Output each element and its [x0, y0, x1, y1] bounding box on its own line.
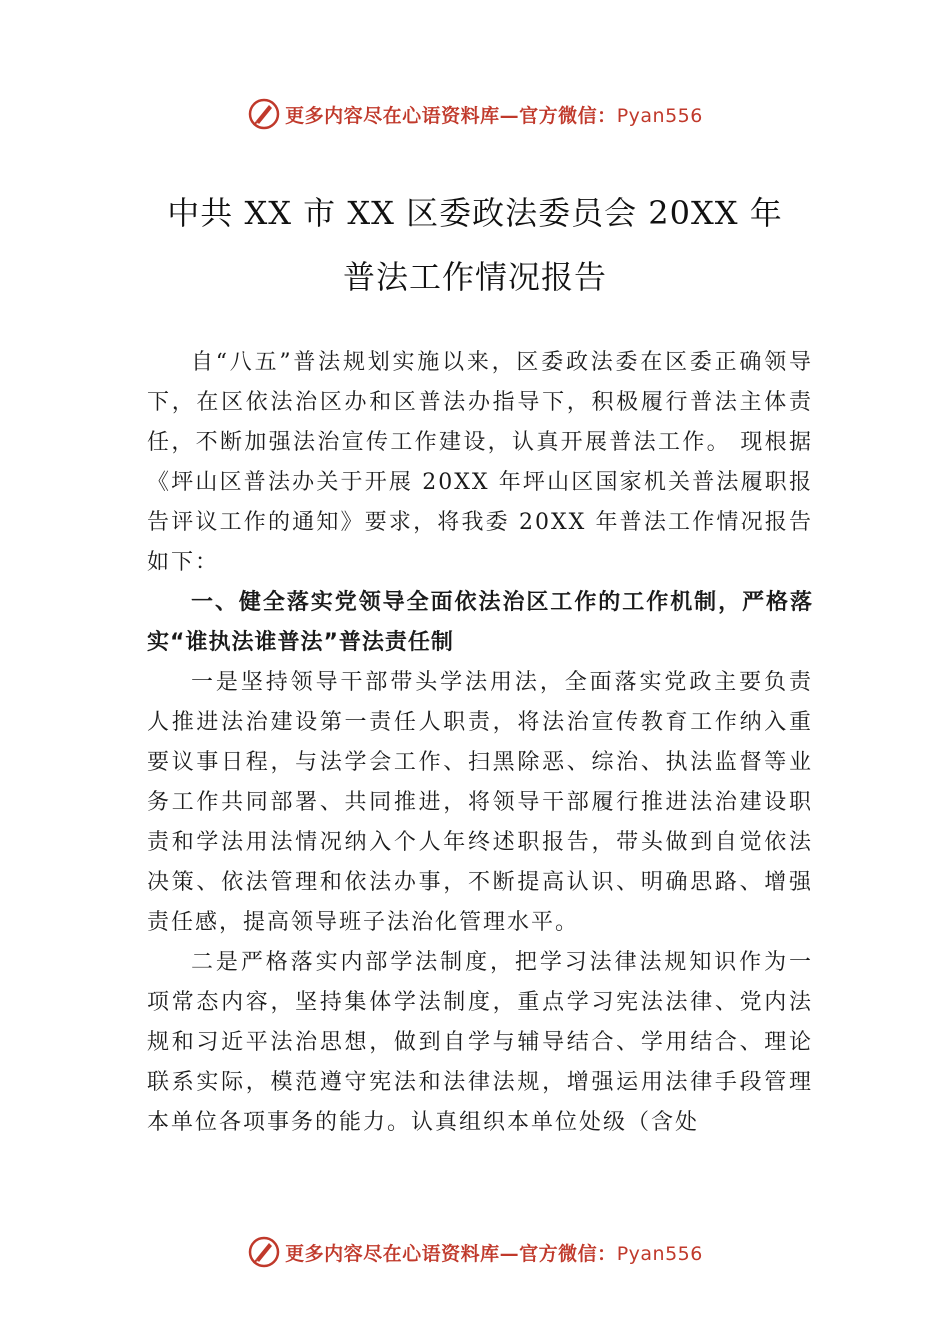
- watermark-text: [285, 101, 703, 128]
- section-heading: 一、健全落实党领导全面依法治区工作的工作机制，严格落实“谁执法谁普法”普法责任制: [147, 590, 813, 655]
- header-watermark: [0, 94, 950, 134]
- document-body: [147, 343, 813, 1143]
- watermark-text: [285, 1239, 703, 1266]
- brand-logo-icon: [247, 97, 281, 131]
- footer-watermark: [0, 1232, 950, 1272]
- body-paragraph: 自“八五”普法规划实施以来，区委政法委在区委正确领导下，在区依法治区办和区普法办指导下，积极履行普法主体责任，不断加强法治宣传工作建设，认真开展普法工作。 现根据《坪山区普法办关于开展 20XX 年坪山区国家机关普法履职报告评议工作的通知》要求，将我委 20XX 年普法工作情况报告如下：: [147, 350, 813, 575]
- document-title-line2: 普法工作情况报告: [342, 258, 607, 296]
- body-paragraph: 二是严格落实内部学法制度，把学习法律法规知识作为一项常态内容，坚持集体学法制度，重点学习宪法法律、党内法规和习近平法治思想，做到自学与辅导结合、学用结合、理论联系实际，模范遵守宪法和法律法规，增强运用法律手段管理本单位各项事务的能力。认真组织本单位处级（含处: [147, 950, 813, 1135]
- watermark-wechat-label: 官方微信：: [519, 1242, 617, 1265]
- watermark-dash: —: [499, 1242, 520, 1265]
- watermark-wechat-label: 官方微信：: [519, 104, 617, 127]
- watermark-dash: —: [499, 104, 520, 127]
- brand-logo-icon: [247, 1235, 281, 1269]
- watermark-wechat-id: Pyan556: [616, 1242, 703, 1265]
- watermark-brand: 更多内容尽在心语资料库: [285, 104, 500, 127]
- watermark-brand: 更多内容尽在心语资料库: [285, 1242, 500, 1265]
- document-title-line1: 中共 XX 市 XX 区委政法委员会 20XX 年: [167, 194, 783, 232]
- body-paragraph: 一是坚持领导干部带头学法用法，全面落实党政主要负责人推进法治建设第一责任人职责，将法治宣传教育工作纳入重要议事日程，与法学会工作、扫黑除恶、综治、执法监督等业务工作共同部署、共同推进，将领导干部履行推进法治建设职责和学法用法情况纳入个人年终述职报告，带头做到自觉依法决策、依法管理和依法办事，不断提高认识、明确思路、增强责任感，提高领导班子法治化管理水平。: [147, 670, 813, 935]
- watermark-wechat-id: Pyan556: [616, 104, 703, 127]
